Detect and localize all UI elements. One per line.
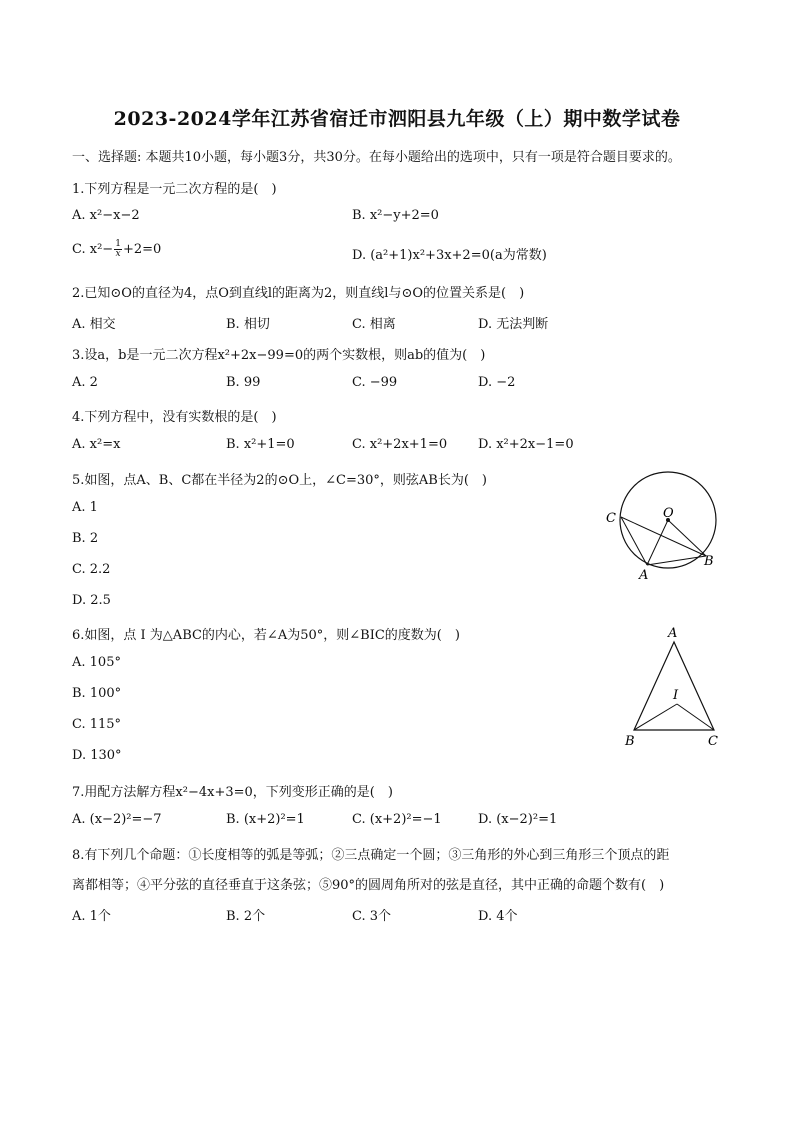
label-a: A (639, 568, 649, 583)
segment-ob (668, 520, 706, 556)
q3-option-b: B. 99 (226, 375, 261, 390)
fraction: $\frac{1}{x}$ (115, 239, 121, 259)
q5-circle-figure (600, 462, 730, 584)
q7-option-b: B. (x+2)²=1 (226, 812, 305, 827)
q4-option-d: D. x²+2x−1=0 (478, 437, 574, 452)
triangle-abc (634, 642, 714, 730)
label-a: A (668, 626, 678, 641)
question-2-stem: 2.已知⊙O的直径为4，点O到直线l的距离为2，则直线l与⊙O的位置关系是( ) (72, 286, 525, 301)
q6-option-a: A. 105° (72, 655, 121, 670)
label-c: C (708, 734, 718, 749)
page-title: 2023-2024学年江苏省宿迁市泗阳县九年级（上）期中数学试卷 (113, 108, 681, 130)
q2-option-b: B. 相切 (226, 317, 270, 332)
q6-option-c: C. 115° (72, 717, 122, 732)
segment-ab (647, 556, 706, 565)
q6-triangle-figure (618, 622, 728, 750)
q5-option-a: A. 1 (72, 500, 98, 515)
question-8-stem-line1: 8.有下列几个命题：①长度相等的弧是等弧；②三点确定一个圆；③三角形的外心到三角形三个顶点的距 (72, 848, 670, 863)
q3-option-a: A. 2 (72, 375, 98, 390)
q1-option-d: D. (a²+1)x²+3x+2=0(a为常数) (352, 248, 547, 263)
q2-option-a: A. 相交 (72, 317, 116, 332)
question-3-stem: 3.设a，b是一元二次方程x²+2x−99=0的两个实数根，则ab的值为( ) (72, 348, 486, 363)
section-heading: 一、选择题: 本题共10小题，每小题3分，共30分。在每小题给出的选项中，只有一项是符合题目要求的。 (72, 150, 681, 165)
segment-cb (621, 517, 706, 556)
q4-option-c: C. x²+2x+1=0 (352, 437, 448, 452)
q3-option-d: D. −2 (478, 375, 516, 390)
q8-option-b: B. 2个 (226, 909, 266, 924)
q3-option-c: C. −99 (352, 375, 398, 390)
q1-option-b: B. x²−y+2=0 (352, 208, 439, 223)
q8-option-d: D. 4个 (478, 909, 518, 924)
q4-option-a: A. x²=x (72, 437, 121, 452)
question-8-stem-line2: 离都相等；④平分弦的直径垂直于这条弦；⑤90°的圆周角所对的弦是直径，其中正确的命题个数有( ) (72, 878, 665, 893)
question-5-stem: 5.如图，点A、B、C都在半径为2的⊙O上，∠C=30°，则弦AB长为( ) (72, 473, 487, 488)
q8-option-a: A. 1个 (72, 909, 111, 924)
q2-option-d: D. 无法判断 (478, 317, 549, 332)
q1-option-c: C. x²− $\frac{1}{x}$ +2=0 (72, 239, 162, 259)
label-i: I (673, 688, 679, 703)
q5-option-c: C. 2.2 (72, 562, 111, 577)
label-b: B (704, 554, 714, 569)
question-6-stem: 6.如图，点 I 为△ABC的内心，若∠A为50°，则∠BIC的度数为( ) (72, 628, 460, 643)
label-c: C (606, 511, 616, 526)
q7-option-d: D. (x−2)²=1 (478, 812, 558, 827)
q6-option-d: D. 130° (72, 748, 122, 763)
q8-option-c: C. 3个 (352, 909, 392, 924)
label-o: O (663, 506, 674, 521)
q5-option-b: B. 2 (72, 531, 99, 546)
question-7-stem: 7.用配方法解方程x²−4x+3=0，下列变形正确的是( ) (72, 785, 393, 800)
question-4-stem: 4.下列方程中，没有实数根的是( ) (72, 410, 277, 425)
q6-option-b: B. 100° (72, 686, 122, 701)
label-b: B (625, 734, 635, 749)
question-1-stem: 1.下列方程是一元二次方程的是( ) (72, 182, 277, 197)
q7-option-a: A. (x−2)²=−7 (72, 812, 162, 827)
q2-option-c: C. 相离 (352, 317, 396, 332)
q1-option-a: A. x²−x−2 (72, 208, 140, 223)
q7-option-c: C. (x+2)²=−1 (352, 812, 442, 827)
segment-oa (647, 520, 668, 565)
q5-option-d: D. 2.5 (72, 593, 111, 608)
q4-option-b: B. x²+1=0 (226, 437, 295, 452)
